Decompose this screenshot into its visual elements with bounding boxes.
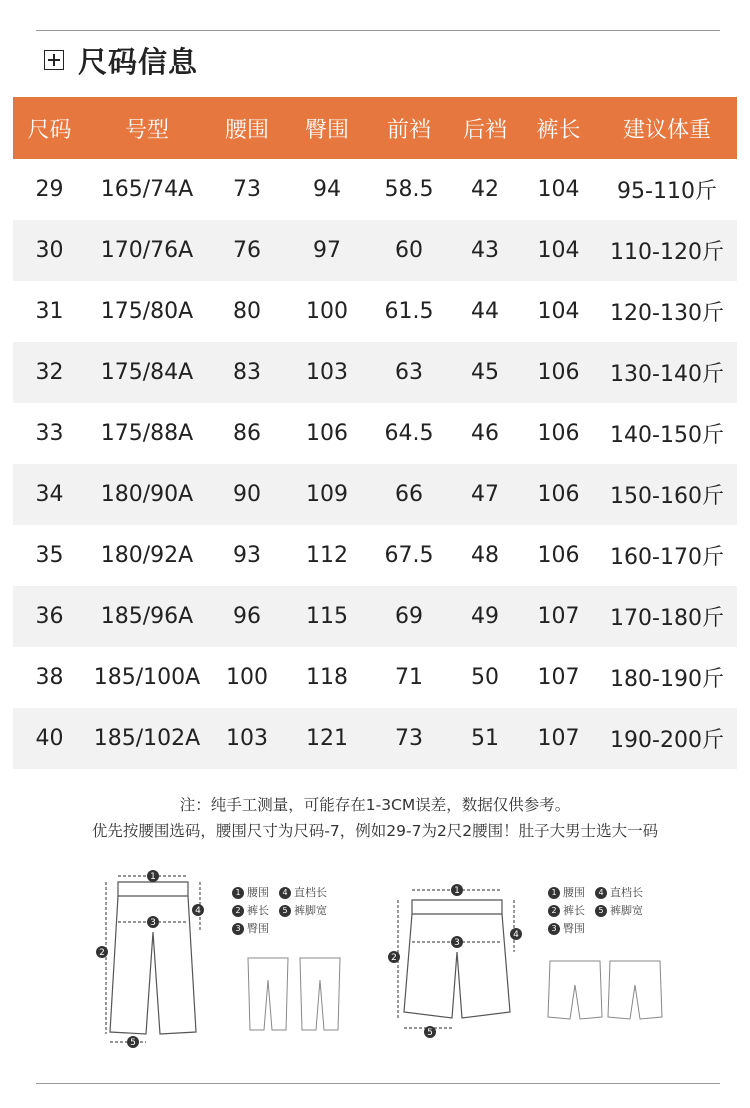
cell-waist: 96 xyxy=(208,586,286,647)
cell-length: 106 xyxy=(537,543,580,568)
cell-hip: 97 xyxy=(286,220,368,281)
number-5-icon: 5 xyxy=(279,905,291,917)
table-row xyxy=(13,403,737,464)
table-row xyxy=(13,220,737,281)
table-row xyxy=(13,342,737,403)
number-5-icon: 5 xyxy=(595,905,607,917)
cell-size: 40 xyxy=(13,708,86,769)
number-2-icon: 2 xyxy=(232,905,244,917)
bottom-divider xyxy=(36,1083,720,1084)
cell-size: 30 xyxy=(13,220,86,281)
cell-size: 29 xyxy=(35,177,64,202)
cell-waist: 73 xyxy=(233,177,261,202)
cell-back-rise: 49 xyxy=(450,586,520,647)
legend-hip: 臀围 xyxy=(247,922,269,935)
svg-text:2: 2 xyxy=(391,953,397,963)
legend-rise: 直档长 xyxy=(294,886,327,899)
cell-model: 185/100A xyxy=(93,665,201,690)
svg-text:3: 3 xyxy=(454,938,460,948)
cell-weight: 150-160斤 xyxy=(597,464,737,525)
cell-length: 104 xyxy=(537,177,580,202)
table-row xyxy=(13,159,737,220)
cell-model: 175/84A xyxy=(86,342,208,403)
header-weight: 建议体重 xyxy=(597,97,737,159)
cell-model: 180/90A xyxy=(86,464,208,525)
cell-weight: 95-110斤 xyxy=(617,179,717,204)
cell-length: 107 xyxy=(537,665,580,690)
cell-size: 38 xyxy=(35,665,64,690)
number-1-icon: 1 xyxy=(232,887,244,899)
legend-waist: 腰围 xyxy=(247,886,269,899)
cell-front-rise: 69 xyxy=(368,586,450,647)
cell-length: 106 xyxy=(537,421,580,446)
cell-waist: 93 xyxy=(233,543,261,568)
svg-text:2: 2 xyxy=(99,948,105,958)
number-1-icon: 1 xyxy=(548,887,560,899)
cell-front-rise: 71 xyxy=(395,665,423,690)
svg-text:4: 4 xyxy=(513,930,519,940)
table-row xyxy=(13,525,737,586)
cell-model: 185/102A xyxy=(86,708,208,769)
cell-length: 106 xyxy=(520,342,597,403)
cell-hip: 109 xyxy=(286,464,368,525)
cell-waist: 86 xyxy=(233,421,261,446)
legend-rise: 直档长 xyxy=(610,886,643,899)
cell-front-rise: 66 xyxy=(368,464,450,525)
header-size: 尺码 xyxy=(13,97,86,159)
cell-weight: 170-180斤 xyxy=(597,586,737,647)
cell-size: 31 xyxy=(35,299,64,324)
cell-length: 107 xyxy=(520,586,597,647)
header-front-rise: 前裆 xyxy=(368,97,450,159)
table-row xyxy=(13,281,737,342)
expand-plus-icon xyxy=(44,50,64,70)
cell-model: 175/80A xyxy=(100,299,194,324)
cell-length: 106 xyxy=(520,464,597,525)
legend-length: 裤长 xyxy=(247,904,269,917)
note-line-1: 注：纯手工测量，可能存在1-3CM误差，数据仅供参考。 xyxy=(179,796,571,814)
cell-hip: 94 xyxy=(313,177,341,202)
cell-front-rise: 73 xyxy=(368,708,450,769)
legend-waist: 腰围 xyxy=(563,886,585,899)
table-row xyxy=(13,464,737,525)
table-body xyxy=(13,159,737,769)
cell-weight: 190-200斤 xyxy=(597,708,737,769)
cell-front-rise: 58.5 xyxy=(384,177,434,202)
cell-back-rise: 43 xyxy=(450,220,520,281)
cell-weight: 180-190斤 xyxy=(610,667,724,692)
cell-waist: 100 xyxy=(226,665,268,690)
cell-model: 180/92A xyxy=(100,543,194,568)
cell-model: 165/74A xyxy=(100,177,194,202)
svg-text:3: 3 xyxy=(150,918,156,928)
table-row xyxy=(13,647,737,708)
top-divider xyxy=(36,30,720,31)
svg-text:1: 1 xyxy=(454,886,460,896)
header-hip: 臀围 xyxy=(286,97,368,159)
cell-size: 35 xyxy=(35,543,64,568)
long-pants-thumbnails xyxy=(240,950,350,1035)
header-waist: 腰围 xyxy=(208,97,286,159)
cell-waist: 83 xyxy=(208,342,286,403)
svg-text:4: 4 xyxy=(195,906,201,916)
cell-hip: 112 xyxy=(306,543,348,568)
header-back-rise: 后裆 xyxy=(450,97,520,159)
cell-weight: 160-170斤 xyxy=(610,545,724,570)
cell-front-rise: 61.5 xyxy=(384,299,434,324)
cell-back-rise: 48 xyxy=(471,543,499,568)
cell-waist: 90 xyxy=(208,464,286,525)
cell-waist: 103 xyxy=(208,708,286,769)
shorts-thumbnails xyxy=(545,955,665,1025)
table-row xyxy=(13,586,737,647)
svg-text:1: 1 xyxy=(150,872,156,882)
note-line-2: 优先按腰围选码，腰围尺寸为尺码-7，例如29-7为2尺2腰围！肚子大男士选大一码 xyxy=(91,822,659,840)
cell-front-rise: 60 xyxy=(368,220,450,281)
cell-front-rise: 64.5 xyxy=(384,421,434,446)
svg-text:5: 5 xyxy=(130,1038,136,1048)
table-header-row xyxy=(13,97,737,159)
cell-back-rise: 45 xyxy=(450,342,520,403)
section-heading xyxy=(44,40,198,80)
cell-size: 33 xyxy=(35,421,64,446)
long-pants-diagram xyxy=(88,862,213,1052)
cell-length: 104 xyxy=(537,299,580,324)
table-row xyxy=(13,708,737,769)
cell-back-rise: 44 xyxy=(471,299,499,324)
number-2-icon: 2 xyxy=(548,905,560,917)
number-4-icon: 4 xyxy=(279,887,291,899)
cell-length: 104 xyxy=(520,220,597,281)
cell-back-rise: 42 xyxy=(471,177,499,202)
legend-left xyxy=(232,884,337,938)
cell-weight: 140-150斤 xyxy=(610,423,724,448)
cell-front-rise: 63 xyxy=(368,342,450,403)
cell-front-rise: 67.5 xyxy=(384,543,434,568)
legend-hem: 裤脚宽 xyxy=(294,904,327,917)
legend-right xyxy=(548,884,653,938)
header-model: 号型 xyxy=(86,97,208,159)
cell-hip: 100 xyxy=(306,299,348,324)
section-title: 尺码信息 xyxy=(78,44,199,79)
svg-text:5: 5 xyxy=(427,1028,433,1038)
cell-hip: 121 xyxy=(286,708,368,769)
cell-weight: 120-130斤 xyxy=(610,301,724,326)
cell-hip: 103 xyxy=(286,342,368,403)
cell-waist: 80 xyxy=(233,299,261,324)
legend-hem: 裤脚宽 xyxy=(610,904,643,917)
cell-size: 34 xyxy=(13,464,86,525)
shorts-diagram xyxy=(382,862,532,1042)
cell-size: 32 xyxy=(13,342,86,403)
cell-hip: 115 xyxy=(286,586,368,647)
cell-back-rise: 51 xyxy=(450,708,520,769)
number-4-icon: 4 xyxy=(595,887,607,899)
size-table xyxy=(13,97,737,769)
header-length: 裤长 xyxy=(520,97,597,159)
cell-weight: 110-120斤 xyxy=(597,220,737,281)
cell-length: 107 xyxy=(520,708,597,769)
number-3-icon: 3 xyxy=(548,923,560,935)
cell-hip: 118 xyxy=(306,665,348,690)
cell-weight: 130-140斤 xyxy=(597,342,737,403)
cell-model: 175/88A xyxy=(100,421,194,446)
legend-hip: 臀围 xyxy=(563,922,585,935)
cell-waist: 76 xyxy=(208,220,286,281)
cell-back-rise: 46 xyxy=(471,421,499,446)
cell-size: 36 xyxy=(13,586,86,647)
cell-model: 185/96A xyxy=(86,586,208,647)
number-3-icon: 3 xyxy=(232,923,244,935)
cell-model: 170/76A xyxy=(86,220,208,281)
cell-hip: 106 xyxy=(306,421,348,446)
legend-length: 裤长 xyxy=(563,904,585,917)
cell-back-rise: 50 xyxy=(471,665,499,690)
cell-back-rise: 47 xyxy=(450,464,520,525)
